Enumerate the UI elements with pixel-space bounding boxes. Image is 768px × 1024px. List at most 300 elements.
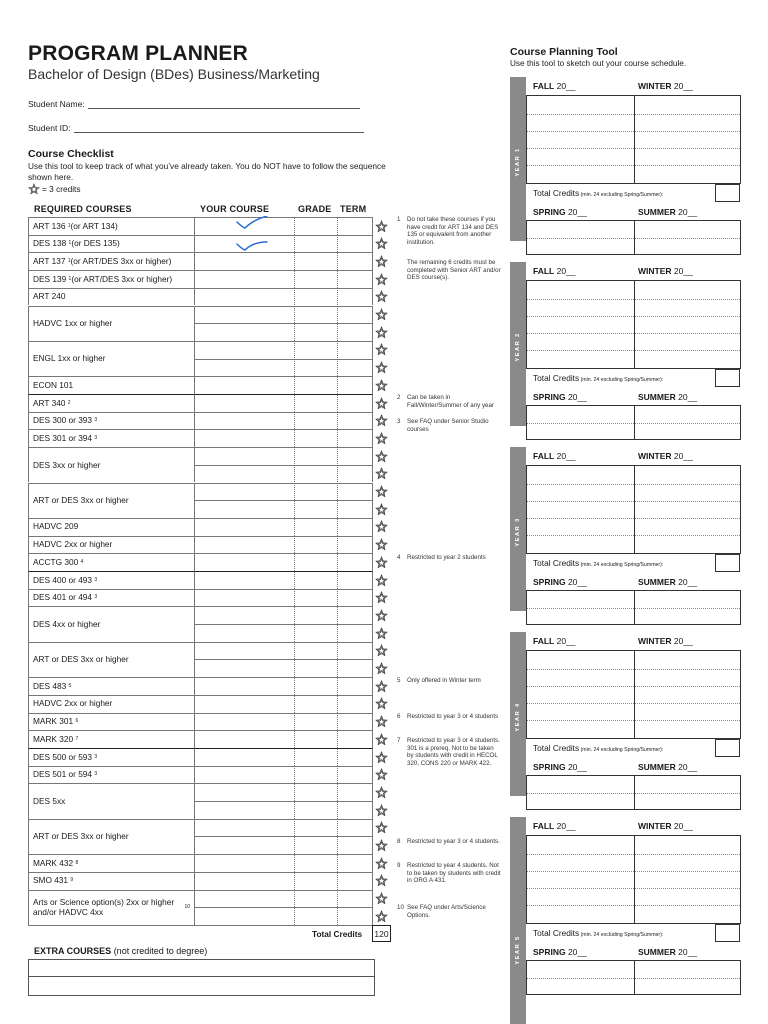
student-name-field[interactable] [28,99,360,109]
course-name [28,412,194,430]
fall-name: FALL [533,81,555,91]
footnote [397,904,501,919]
credits-legend-text: = 3 credits [42,184,81,194]
year-blank: 20__ [565,392,587,402]
grade-cell[interactable] [294,252,337,270]
table-row [28,447,390,482]
footnote-ref: 1 [68,240,72,247]
course-label: DES 301 or 394 [33,432,93,443]
student-name-input[interactable] [88,99,360,109]
course-label: ECON 101 [33,379,74,390]
spring-summer-grid[interactable] [526,775,741,810]
term-cell[interactable] [337,394,373,412]
spring-name: SPRING [533,947,566,957]
footnote [397,394,501,409]
footnote-ref: 6 [75,718,79,725]
footnote-number: 10 [397,904,404,911]
term-divider [634,836,635,923]
spring-label [533,392,587,402]
grade-cell[interactable] [294,518,337,536]
footnote-text: Restricted to year 4 students. Not to be taken by students with credit in ORG A 431. [407,862,501,885]
star-icon [375,273,388,286]
year-blank: 20__ [675,947,698,957]
total-credits-note: (min. 24 excluding Spring/Summer): [579,747,664,753]
total-credits-note: (min. 24 excluding Spring/Summer): [579,932,664,938]
total-credits-label: Total Credits [533,558,580,568]
term-cell[interactable] [337,589,373,607]
spring-name: SPRING [533,762,566,772]
term-divider [634,281,635,368]
spring-name: SPRING [533,577,566,587]
summer-name: SUMMER [638,947,676,957]
grade-cell[interactable] [294,553,337,571]
your-course-cell[interactable] [194,872,294,890]
course-name [28,483,194,518]
course-name [28,571,194,589]
star-icon [375,556,388,569]
course-label: DES 400 or 493 [33,574,93,585]
term-cell[interactable] [337,854,373,872]
course-name [28,713,194,731]
course-name [28,589,194,607]
course-label: ART 240 [33,291,66,302]
course-line [527,518,740,519]
program-subtitle: Bachelor of Design (BDes) Business/Marketing [28,66,320,82]
table-row [28,483,390,518]
table-row [28,677,390,695]
grade-cell[interactable] [294,589,337,607]
course-label: HADVC 209 [33,521,79,532]
course-line [527,535,740,536]
term-cell[interactable] [337,288,373,306]
row-divider [194,659,373,660]
course-name [28,748,194,766]
term-cell[interactable] [337,412,373,430]
extra-courses-note: (not credited to degree) [111,946,208,956]
table-row [28,872,390,890]
footnote [397,737,501,767]
summer-label [638,577,697,587]
table-row [28,270,390,288]
your-course-cell[interactable] [194,235,294,253]
total-credits-row [526,739,756,757]
table-row [28,429,390,447]
spring-name: SPRING [533,392,566,402]
your-course-cell[interactable] [194,854,294,872]
course-label: MARK 432 [33,857,74,868]
total-credits-value: 120 [372,925,391,942]
row-divider [194,907,373,908]
extra-course-input-2[interactable] [28,976,375,996]
term-cell[interactable] [337,536,373,554]
total-credits-input[interactable] [715,924,740,942]
total-credits-note: (min. 24 excluding Spring/Summer): [579,192,664,198]
footnote-number: 2 [397,394,401,401]
grade-cell[interactable] [294,695,337,713]
year-label: YEAR 1 [515,147,521,177]
year-blank: 20__ [565,577,587,587]
footnote [397,862,501,885]
total-credits-input[interactable] [715,554,740,572]
grade-cell[interactable] [294,376,337,394]
star-icon [375,821,388,834]
course-line [527,114,740,115]
footnote [397,677,501,685]
term-cell[interactable] [337,730,373,748]
student-id-input[interactable] [74,123,364,133]
footnote-text: See FAQ under Arts/Science Options. [407,904,486,919]
spring-summer-grid[interactable] [526,220,741,255]
your-course-cell[interactable] [194,748,294,766]
course-label: DES 5xx [33,795,66,806]
your-course-cell[interactable] [194,376,294,394]
footnote-ref: 1 [67,222,71,229]
year-blank: 20__ [554,451,576,461]
fall-name: FALL [533,266,555,276]
your-course-cell[interactable] [194,589,294,607]
grade-cell[interactable] [294,677,337,695]
summer-name: SUMMER [638,577,676,587]
table-row [28,571,390,589]
fall-winter-grid[interactable] [526,835,741,924]
star-icon [375,857,388,870]
footnote-text: Restricted to year 3 or 4 students. [407,838,500,845]
star-icon [375,450,388,463]
summer-label [638,207,697,217]
course-alternative: (or ART/DES 3xx or higher) [70,255,172,266]
fall-winter-grid[interactable] [526,650,741,739]
footnote-ref: 2 [67,399,71,406]
table-row [28,606,390,641]
total-credits-input[interactable] [715,369,740,387]
star-icon [375,379,388,392]
total-credits-text [533,558,663,568]
footnote-number: 5 [397,677,401,684]
grade-cell[interactable] [294,713,337,731]
grade-cell[interactable] [294,429,337,447]
grade-cell[interactable] [294,235,337,253]
term-cell[interactable] [337,766,373,784]
term-divider [634,466,635,553]
fall-label [533,636,576,646]
footnote [397,216,501,246]
grade-cell[interactable] [294,394,337,412]
footnote-ref: 3 [94,771,98,778]
summer-label [638,947,697,957]
course-name [28,695,194,713]
grade-cell[interactable] [294,571,337,589]
term-cell[interactable] [337,553,373,571]
star-icon [375,839,388,852]
footnote [397,554,501,562]
term-cell[interactable] [337,518,373,536]
course-name [28,394,194,412]
footnote-ref: 3 [94,417,98,424]
footnote-ref: 1 [67,257,71,264]
total-credits-label: Total Credits [533,373,580,383]
course-line [527,978,740,979]
footnote [397,418,501,433]
star-icon [375,503,388,516]
course-line [527,131,740,132]
footnote-text: Restricted to year 3 or 4 students [407,713,499,720]
your-course-cell[interactable] [194,536,294,554]
term-cell[interactable] [337,713,373,731]
summer-name: SUMMER [638,207,676,217]
grade-cell[interactable] [294,730,337,748]
table-row [28,394,390,412]
year-blank: 20__ [671,821,693,831]
table-row [28,217,390,235]
course-name [28,518,194,536]
year-blank: 20__ [671,266,693,276]
footnote-ref: 3 [94,753,98,760]
course-name [28,217,194,235]
course-line [527,720,740,721]
row-divider [194,801,373,802]
row-divider [194,465,373,466]
course-name [28,606,194,641]
footnote-text: Restricted to year 3 or 4 students. 301 is a prereq. Not to be taken by students with credit in HECOL 320, CONS 220 or MARK 422. [407,737,500,767]
extra-course-input-1[interactable] [28,959,375,977]
year-block [510,632,742,810]
term-cell[interactable] [337,252,373,270]
year-blank: 20__ [671,81,693,91]
grade-cell[interactable] [294,766,337,784]
course-label: ACCTG 300 [33,556,79,567]
footnote-ref: 1 [68,275,72,282]
fall-winter-grid[interactable] [526,280,741,369]
term-cell[interactable] [337,571,373,589]
credits-legend [28,183,81,195]
your-course-cell[interactable] [194,553,294,571]
footnote-text: Restricted to year 2 students [407,554,486,561]
course-line [527,333,740,334]
year-sidebar [510,817,526,1024]
table-row [28,730,390,748]
star-icon [375,910,388,923]
course-name [28,376,194,394]
course-label: DES 483 [33,680,67,691]
star-icon [375,485,388,498]
footnote [397,259,501,282]
grade-cell[interactable] [294,288,337,306]
table-row [28,518,390,536]
spring-label [533,577,587,587]
course-line [527,686,740,687]
term-cell[interactable] [337,677,373,695]
course-line [527,148,740,149]
total-credits-input[interactable] [715,184,740,202]
your-course-cell[interactable] [194,217,294,235]
winter-label [638,636,693,646]
spring-name: SPRING [533,207,566,217]
table-row [28,695,390,713]
course-label: Arts or Science option(s) 2xx or higher and/or HADVC 4xx [33,897,175,917]
table-row [28,536,390,554]
footnote-ref: 4 [80,558,84,565]
course-line [527,905,740,906]
year-blank: 20__ [671,636,693,646]
star-icon [375,237,388,250]
course-name [28,447,194,482]
footnote-ref: 5 [68,682,72,689]
grade-cell[interactable] [294,854,337,872]
footnote-number: 8 [397,838,401,845]
table-row [28,252,390,270]
star-icon [375,414,388,427]
term-cell[interactable] [337,235,373,253]
footnote-text: Only offered in Winter term [407,677,481,684]
year-label: YEAR 4 [515,702,521,732]
term-cell[interactable] [337,429,373,447]
table-row [28,748,390,766]
your-course-cell[interactable] [194,518,294,536]
star-icon [375,520,388,533]
course-name [28,429,194,447]
your-course-cell[interactable] [194,412,294,430]
course-line [527,703,740,704]
your-course-cell[interactable] [194,677,294,695]
table-row [28,306,390,341]
star-icon [375,255,388,268]
grade-cell[interactable] [294,217,337,235]
checklist-title: Course Checklist [28,148,114,160]
course-line [527,608,740,609]
year-blank: 20__ [675,762,698,772]
total-credits-label: Total Credits [533,928,580,938]
spring-summer-grid[interactable] [526,590,741,625]
term-cell[interactable] [337,872,373,890]
star-icon [28,183,40,195]
grade-cell[interactable] [294,270,337,288]
course-line [527,316,740,317]
row-divider [194,836,373,837]
checkmark-icon [235,238,269,252]
your-course-cell[interactable] [194,571,294,589]
total-credits-label: Total Credits [312,929,363,939]
star-icon [375,874,388,887]
term-cell[interactable] [337,217,373,235]
fall-winter-grid[interactable] [526,465,741,554]
year-block [510,817,742,995]
fall-name: FALL [533,636,555,646]
your-course-cell[interactable] [194,713,294,731]
course-line [527,854,740,855]
table-row [28,766,390,784]
grade-cell[interactable] [294,536,337,554]
year-label: YEAR 5 [515,935,521,965]
fall-winter-grid[interactable] [526,95,741,184]
total-credits-label: Total Credits [533,188,580,198]
winter-label [638,266,693,276]
course-name [28,677,194,695]
star-icon [375,697,388,710]
student-id-field[interactable] [28,123,364,133]
term-cell[interactable] [337,748,373,766]
course-line [527,165,740,166]
term-cell[interactable] [337,695,373,713]
course-label: ART 137 [33,255,66,266]
course-label: SMO 431 [33,875,69,886]
course-label: DES 500 or 593 [33,751,93,762]
footnote-number: 7 [397,737,401,744]
course-name [28,252,194,270]
total-credits-input[interactable] [715,739,740,757]
total-credits-text [533,928,663,938]
course-label: HADVC 1xx or higher [33,317,113,328]
checklist-description: Use this tool to keep track of what you’ve already taken. You do NOT have to follow the sequence shown here. [28,161,386,182]
grade-cell[interactable] [294,412,337,430]
your-course-cell[interactable] [194,429,294,447]
your-course-cell[interactable] [194,394,294,412]
your-course-cell[interactable] [194,766,294,784]
grade-cell[interactable] [294,748,337,766]
star-icon [375,804,388,817]
year-blank: 20__ [565,207,587,217]
footnote-ref: 3 [94,576,98,583]
course-alternative: (or ART/DES 3xx or higher) [71,273,173,284]
course-line [527,484,740,485]
total-credits-note: (min. 24 excluding Spring/Summer): [579,377,664,383]
footnote-number: 4 [397,554,401,561]
planning-tool-title: Course Planning Tool [510,46,618,58]
your-course-cell[interactable] [194,695,294,713]
grade-cell[interactable] [294,872,337,890]
your-course-cell[interactable] [194,270,294,288]
course-line [527,501,740,502]
star-icon [375,343,388,356]
table-row [28,783,390,818]
course-name [28,819,194,854]
your-course-cell[interactable] [194,252,294,270]
footnote [397,713,501,721]
star-icon [375,326,388,339]
winter-name: WINTER [638,81,672,91]
year-blank: 20__ [675,207,698,217]
winter-label [638,81,693,91]
star-icon [375,680,388,693]
your-course-cell[interactable] [194,730,294,748]
your-course-cell[interactable] [194,288,294,306]
year-block [510,77,742,255]
spring-summer-grid[interactable] [526,405,741,440]
winter-name: WINTER [638,821,672,831]
spring-summer-grid[interactable] [526,960,741,995]
course-label: ART or DES 3xx or higher [33,654,129,665]
table-row [28,412,390,430]
term-cell[interactable] [337,376,373,394]
star-icon [375,220,388,233]
total-credits-row [526,554,756,572]
table-row [28,819,390,854]
course-name [28,854,194,872]
table-row [28,553,390,571]
course-line [527,888,740,889]
footnote-text: The remaining 6 credits must be completed with Senior ART and/or DES course(s). [407,259,501,282]
page-title: PROGRAM PLANNER [28,42,249,65]
course-label: ART or DES 3xx or higher [33,494,129,505]
course-name [28,642,194,677]
course-name [28,783,194,818]
footnote-ref: 3 [94,434,98,441]
term-cell[interactable] [337,270,373,288]
year-blank: 20__ [554,266,576,276]
year-block [510,447,742,625]
checkmark-icon [235,216,269,230]
course-line [527,871,740,872]
star-icon [375,892,388,905]
